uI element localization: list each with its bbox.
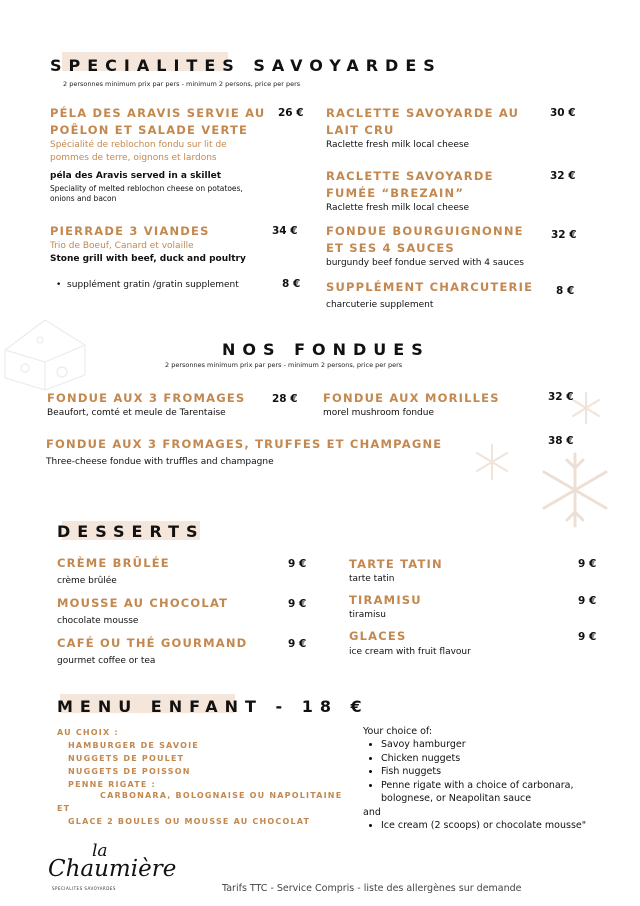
list-item: • Fish nuggets [381,765,613,779]
item-name: GLACES [349,629,407,643]
item-title-en: péla des Aravis served in a skillet [50,171,222,181]
item-description-en: morel mushroom fondue [323,408,435,418]
item-description-fr: Trio de Boeuf, Canard et volaille [50,241,194,251]
list-item: • Chicken nuggets [381,752,613,766]
item-price: 9 € [578,631,597,643]
menu-item-fondue-truffes [46,436,486,468]
item-price: 26 € [278,107,304,119]
item-price: 38 € [548,435,574,447]
kids-fr-line: AU CHOIX : [57,728,119,737]
item-name: TARTE TATIN [349,557,443,571]
item-price: 9 € [288,558,307,570]
snowflake-icon [535,450,615,530]
item-name: RACLETTE SAVOYARDE AU LAIT CRU [326,106,520,137]
menu-item-charcuterie [326,279,546,311]
item-description-en: Speciality of melted reblochon cheese on potatoes, onions and bacon [50,184,243,203]
item-name: FONDUE AUX MORILLES [323,391,500,405]
item-price: 28 € [272,393,298,405]
logo-line2: Chaumière [48,856,177,882]
item-description-en: gourmet coffee or tea [57,656,156,666]
item-name: RACLETTE SAVOYARDE FUMÉE “BREZAIN” [326,169,494,200]
logo-tagline: SPECIALITES SAVOYARDES [52,886,116,891]
item-price: 8 € [282,278,301,290]
item-price: 9 € [578,595,597,607]
item-price: 9 € [288,598,307,610]
menu-item-raclette-fumee [326,168,531,214]
menu-item-tiramisu [349,592,549,621]
item-name: FONDUE AUX 3 FROMAGES [47,391,246,405]
kids-fr-line: ET [57,804,71,813]
kids-fr-line: HAMBURGER DE SAVOIE [68,741,199,750]
menu-item-bourguignonne [326,223,541,269]
item-name: TIRAMISU [349,593,422,607]
menu-item-glaces [349,628,549,658]
menu-item-cafe-gourmand [57,635,277,667]
footer-note: Tarifs TTC - Service Compris - liste des allergènes sur demande [222,883,522,894]
item-price: 9 € [578,558,597,570]
item-name: MOUSSE AU CHOCOLAT [57,596,229,610]
list-item: • Savoy hamburger [381,738,613,752]
item-price: 32 € [550,170,576,182]
item-price: 32 € [548,391,574,403]
item-name: SUPPLÉMENT CHARCUTERIE [326,280,534,294]
section-title-fondues: NOS FONDUES [222,340,430,359]
fondues-note: 2 personnes minimum prix par pers - minimum 2 persons, price per pers [165,361,403,369]
item-price: 32 € [551,229,577,241]
kids-fr-line: NUGGETS DE POISSON [68,767,191,776]
menu-item-fondue-3-fromages [47,390,267,419]
supplement-gratin [56,279,239,291]
section-title-desserts: DESSERTS [57,522,205,541]
item-price: 8 € [556,285,575,297]
kids-fr-line: NUGGETS DE POULET [68,754,185,763]
bullet-icon: • [56,280,62,290]
item-description-en: ice cream with fruit flavour [349,647,471,657]
item-name: CRÈME BRÛLÉE [57,556,170,570]
kids-en-list [363,725,613,832]
item-description-en: crème brûlée [57,576,117,586]
kids-en-and: and [363,806,381,818]
menu-item-mousse [57,595,277,627]
menu-item-creme-brulee [57,555,277,587]
cheese-illustration [0,300,90,395]
item-description-en: Beaufort, comté et meule de Tarentaise [47,408,226,418]
section-title-savoyardes: SPECIALITES SAVOYARDES [50,56,442,75]
item-description-en: burgundy beef fondue served with 4 sauces [326,258,524,268]
item-description-fr: Spécialité de reblochon fondu sur lit de pommes de terre, oignons et lardons [50,140,227,163]
item-price: 30 € [550,107,576,119]
item-description-en: chocolate mousse [57,616,139,626]
item-description-en: tarte tatin [349,574,395,584]
menu-item-pierrade [50,223,280,265]
item-description-en: Raclette fresh milk local cheese [326,203,470,213]
logo-line1: la [92,841,108,861]
item-name: PÉLA DES ARAVIS SERVIE AU POÊLON ET SALADE VERTE [50,106,266,137]
kids-fr-line: GLACE 2 BOULES OU MOUSSE AU CHOCOLAT [68,817,311,826]
item-description-en: Raclette fresh milk local cheese [326,140,470,150]
item-description-en: charcuterie supplement [326,300,434,310]
list-item: • Ice cream (2 scoops) or chocolate mousse" [381,819,613,833]
kids-fr-line: CARBONARA, BOLOGNAISE OU NAPOLITAINE [100,791,343,800]
menu-item-fondue-morilles [323,390,533,419]
menu-item-tarte-tatin [349,556,549,585]
supplement-label: supplément gratin /gratin supplement [67,280,239,290]
item-description-en: tiramisu [349,610,386,620]
item-price: 9 € [288,638,307,650]
kids-en-intro: Your choice of: [363,726,433,737]
menu-item-pela [50,105,280,204]
savoyardes-note: 2 personnes minimum prix par pers - minimum 2 persons, price per pers [63,80,301,88]
item-name: FONDUE BOURGUIGNONNE ET SES 4 SAUCES [326,224,524,255]
item-title-en: Stone grill with beef, duck and poultry [50,254,246,264]
item-name: FONDUE AUX 3 FROMAGES, TRUFFES ET CHAMPAGNE [46,437,443,451]
item-price: 34 € [272,225,298,237]
restaurant-logo [48,841,177,899]
menu-item-raclette [326,105,531,151]
section-title-kids-menu: MENU ENFANT - 18 € [57,697,369,716]
item-name: PIERRADE 3 VIANDES [50,224,210,238]
kids-fr-line: PENNE RIGATE : [68,780,156,789]
item-description-en: Three-cheese fondue with truffles and champagne [46,457,274,467]
list-item: • Penne rigate with a choice of carbonara, bolognese, or Neapolitan sauce [381,779,613,806]
item-name: CAFÉ OU THÉ GOURMAND [57,636,248,650]
